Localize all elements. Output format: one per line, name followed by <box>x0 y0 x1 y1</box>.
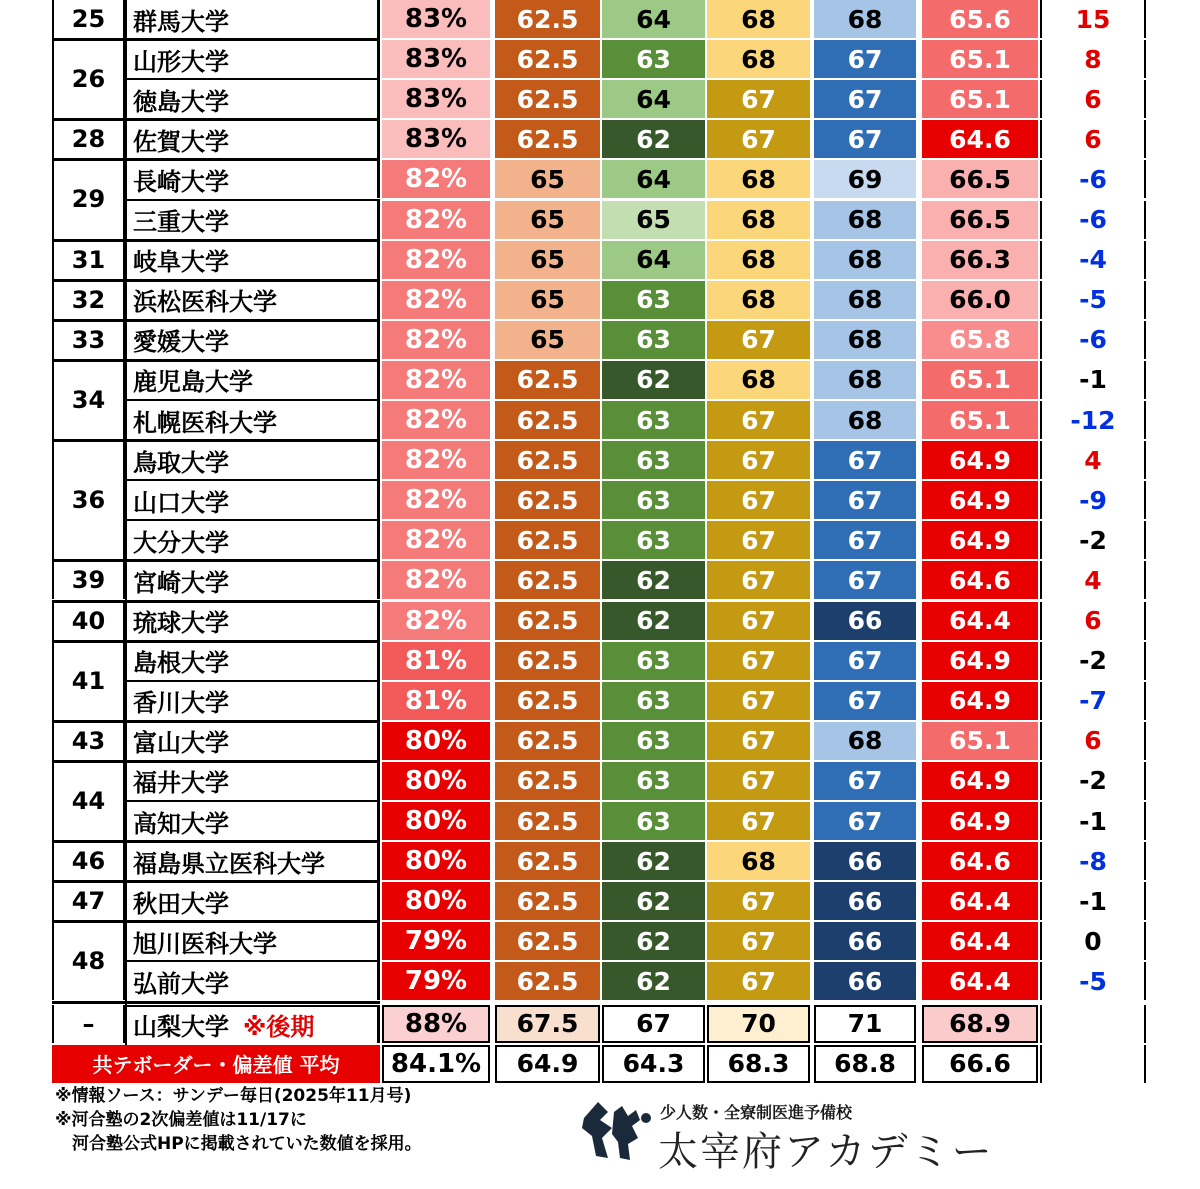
avg-score: 64.4 <box>922 962 1038 1000</box>
score-col3: 67 <box>707 922 810 960</box>
score-col4: 67 <box>814 481 916 519</box>
table-row <box>52 882 1148 922</box>
score-col2: 64 <box>602 80 705 118</box>
average-c2: 64.3 <box>602 1045 705 1083</box>
score-col1: 62.5 <box>495 682 600 720</box>
table-row <box>52 561 1148 601</box>
table-left-border <box>125 0 127 1045</box>
score-col1: 65 <box>495 281 600 319</box>
score-col3: 67 <box>707 120 810 158</box>
score-col4: 67 <box>814 561 916 599</box>
score-col3: 68 <box>707 0 810 38</box>
score-col4: 67 <box>814 642 916 680</box>
score-col3: 67 <box>707 481 810 519</box>
rank-change: -7 <box>1040 682 1146 720</box>
pass-rate: 82% <box>382 561 490 599</box>
table-row <box>52 0 1148 40</box>
university-name: 佐賀大学 <box>127 120 380 158</box>
rank-cell: – <box>52 1005 125 1043</box>
pass-rate: 82% <box>382 401 490 439</box>
pass-rate: 83% <box>382 0 490 38</box>
university-name: 弘前大学 <box>127 962 380 1000</box>
avg-score: 64.6 <box>922 561 1038 599</box>
score-col2: 62 <box>602 561 705 599</box>
score-col3: 70 <box>707 1005 810 1043</box>
university-name: 愛媛大学 <box>127 321 380 359</box>
score-col3: 68 <box>707 361 810 399</box>
logo-tagline: 少人数・全寮制医進予備校 <box>660 1103 853 1122</box>
avg-score: 65.6 <box>922 0 1038 38</box>
score-col3: 67 <box>707 401 810 439</box>
score-col1: 62.5 <box>495 922 600 960</box>
score-col2: 62 <box>602 120 705 158</box>
rank-change: -5 <box>1040 281 1146 319</box>
university-name: 三重大学 <box>127 201 380 239</box>
university-name: 福島県立医科大学 <box>127 842 380 880</box>
rank-cell: 31 <box>52 241 125 279</box>
university-name: 山形大学 <box>127 40 380 78</box>
footnote-kawai: ※河合塾の2次偏差値は11/17に <box>55 1110 307 1130</box>
score-col1: 62.5 <box>495 521 600 559</box>
rank-cell: 33 <box>52 321 125 359</box>
score-col3: 67 <box>707 521 810 559</box>
avg-score: 64.9 <box>922 802 1038 840</box>
university-name: 徳島大学 <box>127 80 380 118</box>
rank-change: 0 <box>1040 922 1146 960</box>
score-col3: 68 <box>707 842 810 880</box>
pass-rate: 83% <box>382 40 490 78</box>
rank-change <box>1040 1005 1146 1043</box>
avg-score: 68.9 <box>922 1005 1038 1043</box>
avg-score: 64.6 <box>922 120 1038 158</box>
score-col4: 68 <box>814 0 916 38</box>
avg-score: 64.9 <box>922 682 1038 720</box>
avg-score: 66.3 <box>922 241 1038 279</box>
score-col3: 68 <box>707 241 810 279</box>
score-col1: 62.5 <box>495 120 600 158</box>
academy-logo <box>578 1098 998 1175</box>
score-col1: 65 <box>495 241 600 279</box>
rank-cell: 40 <box>52 602 125 640</box>
pass-rate: 83% <box>382 80 490 118</box>
university-name: 琉球大学 <box>127 602 380 640</box>
avg-score: 64.4 <box>922 602 1038 640</box>
average-pct: 84.1% <box>382 1045 490 1083</box>
pass-rate: 82% <box>382 361 490 399</box>
score-col1: 62.5 <box>495 441 600 479</box>
rank-cell: 26 <box>52 40 125 118</box>
score-col2: 64 <box>602 160 705 198</box>
table-row <box>52 802 1148 842</box>
score-col1: 62.5 <box>495 561 600 599</box>
pass-rate: 79% <box>382 922 490 960</box>
university-name: 大分大学 <box>127 521 380 559</box>
rank-change: -6 <box>1040 201 1146 239</box>
score-col2: 63 <box>602 642 705 680</box>
table-row <box>52 401 1148 441</box>
score-col1: 62.5 <box>495 762 600 800</box>
avg-score: 64.9 <box>922 642 1038 680</box>
score-col4: 68 <box>814 401 916 439</box>
score-col2: 63 <box>602 281 705 319</box>
table-row <box>52 321 1148 361</box>
score-col4: 68 <box>814 321 916 359</box>
rank-cell: 36 <box>52 441 125 559</box>
score-col1: 67.5 <box>495 1005 600 1043</box>
score-col1: 62.5 <box>495 722 600 760</box>
score-col3: 67 <box>707 321 810 359</box>
score-col1: 62.5 <box>495 802 600 840</box>
rank-change: 6 <box>1040 602 1146 640</box>
pass-rate: 80% <box>382 802 490 840</box>
score-col1: 62.5 <box>495 401 600 439</box>
rank-change: -5 <box>1040 962 1146 1000</box>
table-row <box>52 842 1148 882</box>
score-col3: 67 <box>707 882 810 920</box>
average-c4: 68.8 <box>814 1045 916 1083</box>
score-col3: 67 <box>707 602 810 640</box>
pass-rate: 80% <box>382 762 490 800</box>
avg-score: 66.5 <box>922 160 1038 198</box>
score-col4: 67 <box>814 521 916 559</box>
score-col3: 68 <box>707 160 810 198</box>
score-col2: 65 <box>602 201 705 239</box>
score-col2: 63 <box>602 722 705 760</box>
late-note: ※後期 <box>243 1013 315 1041</box>
pass-rate: 82% <box>382 481 490 519</box>
score-col1: 62.5 <box>495 602 600 640</box>
score-col2: 62 <box>602 361 705 399</box>
rank-cell: 29 <box>52 160 125 238</box>
pass-rate: 83% <box>382 120 490 158</box>
pass-rate: 82% <box>382 602 490 640</box>
score-col1: 62.5 <box>495 361 600 399</box>
avg-score: 65.1 <box>922 361 1038 399</box>
avg-score: 64.9 <box>922 521 1038 559</box>
score-col4: 68 <box>814 722 916 760</box>
score-col3: 67 <box>707 642 810 680</box>
university-name <box>127 1005 380 1043</box>
pass-rate: 80% <box>382 722 490 760</box>
rank-cell: 39 <box>52 561 125 599</box>
rank-cell: 32 <box>52 281 125 319</box>
avg-score: 65.1 <box>922 401 1038 439</box>
university-name: 島根大学 <box>127 642 380 680</box>
pass-rate: 80% <box>382 882 490 920</box>
rank-cell: 44 <box>52 762 125 840</box>
score-col2: 62 <box>602 922 705 960</box>
late-name: 山梨大学 <box>133 1013 229 1041</box>
score-col4: 68 <box>814 281 916 319</box>
row-divider <box>52 1001 380 1004</box>
rank-change: -9 <box>1040 481 1146 519</box>
table-row <box>52 40 1148 94</box>
score-col2: 63 <box>602 481 705 519</box>
score-col2: 63 <box>602 802 705 840</box>
university-name: 高知大学 <box>127 802 380 840</box>
avg-score: 64.9 <box>922 762 1038 800</box>
average-c3: 68.3 <box>707 1045 810 1083</box>
pass-rate: 82% <box>382 241 490 279</box>
rank-cell: 48 <box>52 922 125 1000</box>
score-col3: 68 <box>707 40 810 78</box>
avg-score: 65.1 <box>922 40 1038 78</box>
rank-change-empty <box>1040 1045 1146 1083</box>
score-col2: 63 <box>602 521 705 559</box>
rank-cell: 46 <box>52 842 125 880</box>
table-row <box>52 481 1148 521</box>
score-col2: 63 <box>602 682 705 720</box>
average-avg: 66.6 <box>922 1045 1038 1083</box>
university-name: 群馬大学 <box>127 0 380 38</box>
rank-change: -1 <box>1040 882 1146 920</box>
avg-score: 65.8 <box>922 321 1038 359</box>
score-col2: 64 <box>602 0 705 38</box>
late-row <box>52 1005 1148 1045</box>
rank-change: -4 <box>1040 241 1146 279</box>
avg-score: 65.1 <box>922 722 1038 760</box>
score-col1: 62.5 <box>495 80 600 118</box>
score-col4: 67 <box>814 762 916 800</box>
table-row <box>52 160 1148 214</box>
pass-rate: 81% <box>382 682 490 720</box>
score-col4: 66 <box>814 882 916 920</box>
pass-rate: 82% <box>382 160 490 198</box>
table-row <box>52 722 1148 762</box>
score-col2: 63 <box>602 762 705 800</box>
table-row <box>52 120 1148 160</box>
pass-rate: 79% <box>382 962 490 1000</box>
table-row <box>52 361 1148 414</box>
score-col2: 63 <box>602 441 705 479</box>
pass-rate: 82% <box>382 441 490 479</box>
university-name: 旭川医科大学 <box>127 922 380 960</box>
score-col4: 66 <box>814 922 916 960</box>
score-col2: 62 <box>602 882 705 920</box>
university-name: 岐阜大学 <box>127 241 380 279</box>
score-col1: 65 <box>495 201 600 239</box>
rank-cell: 41 <box>52 642 125 720</box>
university-name: 宮崎大学 <box>127 561 380 599</box>
score-col2: 63 <box>602 321 705 359</box>
score-col2: 62 <box>602 842 705 880</box>
rank-change: 6 <box>1040 80 1146 118</box>
avg-score: 64.9 <box>922 441 1038 479</box>
score-col3: 68 <box>707 201 810 239</box>
avg-score: 64.4 <box>922 922 1038 960</box>
score-col1: 65 <box>495 321 600 359</box>
score-col3: 68 <box>707 281 810 319</box>
pass-rate: 80% <box>382 842 490 880</box>
avg-score: 64.4 <box>922 882 1038 920</box>
score-col2: 64 <box>602 241 705 279</box>
score-col1: 62.5 <box>495 40 600 78</box>
table-row <box>52 922 1148 976</box>
pass-rate: 82% <box>382 321 490 359</box>
avg-score: 64.9 <box>922 481 1038 519</box>
university-name: 鹿児島大学 <box>127 361 380 399</box>
university-name: 浜松医科大学 <box>127 281 380 319</box>
rank-change: 15 <box>1040 0 1146 38</box>
table-row <box>52 602 1148 642</box>
score-col4: 69 <box>814 160 916 198</box>
footnote-source: ※情報ソース：サンデー毎日(2025年11月号) <box>55 1086 412 1106</box>
score-col3: 67 <box>707 722 810 760</box>
rank-change: -6 <box>1040 160 1146 198</box>
university-name: 香川大学 <box>127 682 380 720</box>
score-col2: 62 <box>602 962 705 1000</box>
rank-change: -6 <box>1040 321 1146 359</box>
rank-change: -2 <box>1040 521 1146 559</box>
footnote-kawai-cont: 河合塾公式HPに掲載されていた数値を採用。 <box>55 1134 422 1154</box>
table-row <box>52 241 1148 281</box>
pass-rate: 82% <box>382 281 490 319</box>
pass-rate: 82% <box>382 201 490 239</box>
average-label: 共テボーダー・偏差値 平均 <box>52 1045 380 1083</box>
university-name: 長崎大学 <box>127 160 380 198</box>
university-name: 福井大学 <box>127 762 380 800</box>
university-name: 鳥取大学 <box>127 441 380 479</box>
rank-change: -2 <box>1040 642 1146 680</box>
rank-cell: 28 <box>52 120 125 158</box>
rank-change: 4 <box>1040 561 1146 599</box>
rank-change: 6 <box>1040 120 1146 158</box>
score-col4: 67 <box>814 40 916 78</box>
score-col1: 62.5 <box>495 642 600 680</box>
average-row <box>52 1045 1148 1085</box>
logo-mark-icon <box>578 1098 656 1166</box>
rank-cell: 34 <box>52 361 125 439</box>
score-col1: 62.5 <box>495 842 600 880</box>
rank-cell: 43 <box>52 722 125 760</box>
score-col3: 67 <box>707 682 810 720</box>
rank-change: 8 <box>1040 40 1146 78</box>
score-col1: 62.5 <box>495 962 600 1000</box>
score-col4: 67 <box>814 80 916 118</box>
university-name: 山口大学 <box>127 481 380 519</box>
score-col3: 67 <box>707 441 810 479</box>
rank-change: -2 <box>1040 762 1146 800</box>
university-name: 札幌医科大学 <box>127 401 380 439</box>
rank-change: 4 <box>1040 441 1146 479</box>
pass-rate: 81% <box>382 642 490 680</box>
avg-score: 65.1 <box>922 80 1038 118</box>
rank-change: -1 <box>1040 361 1146 399</box>
score-col4: 67 <box>814 682 916 720</box>
score-col1: 62.5 <box>495 882 600 920</box>
avg-score: 64.6 <box>922 842 1038 880</box>
footnotes <box>55 1084 422 1156</box>
university-name: 富山大学 <box>127 722 380 760</box>
rank-change: 6 <box>1040 722 1146 760</box>
score-col3: 67 <box>707 561 810 599</box>
score-col2: 62 <box>602 602 705 640</box>
table-row <box>52 80 1148 120</box>
score-col4: 67 <box>814 441 916 479</box>
average-c1: 64.9 <box>495 1045 600 1083</box>
score-col3: 67 <box>707 962 810 1000</box>
pass-rate: 88% <box>382 1005 490 1043</box>
score-col4: 71 <box>814 1005 916 1043</box>
score-col4: 67 <box>814 802 916 840</box>
table-row <box>52 682 1148 722</box>
score-col4: 67 <box>814 120 916 158</box>
score-col3: 67 <box>707 762 810 800</box>
score-col4: 66 <box>814 602 916 640</box>
avg-score: 66.5 <box>922 201 1038 239</box>
score-col3: 67 <box>707 80 810 118</box>
score-col4: 68 <box>814 201 916 239</box>
score-col2: 63 <box>602 401 705 439</box>
rank-change: -8 <box>1040 842 1146 880</box>
table-row <box>52 642 1148 695</box>
table-row <box>52 521 1148 561</box>
score-col4: 68 <box>814 361 916 399</box>
score-col1: 65 <box>495 160 600 198</box>
score-col2: 67 <box>602 1005 705 1043</box>
score-col1: 62.5 <box>495 481 600 519</box>
table-row <box>52 281 1148 321</box>
rank-cell: 47 <box>52 882 125 920</box>
rank-change: -1 <box>1040 802 1146 840</box>
score-col4: 66 <box>814 962 916 1000</box>
score-col2: 63 <box>602 40 705 78</box>
score-col1: 62.5 <box>495 0 600 38</box>
pass-rate: 82% <box>382 521 490 559</box>
score-col3: 67 <box>707 802 810 840</box>
rank-change: -12 <box>1040 401 1146 439</box>
table-row <box>52 962 1148 1002</box>
rank-cell: 25 <box>52 0 125 38</box>
score-col4: 68 <box>814 241 916 279</box>
table-row <box>52 201 1148 241</box>
logo-name: 太宰府アカデミー <box>658 1129 994 1175</box>
university-name: 秋田大学 <box>127 882 380 920</box>
score-col4: 66 <box>814 842 916 880</box>
avg-score: 66.0 <box>922 281 1038 319</box>
table-row <box>52 762 1148 815</box>
